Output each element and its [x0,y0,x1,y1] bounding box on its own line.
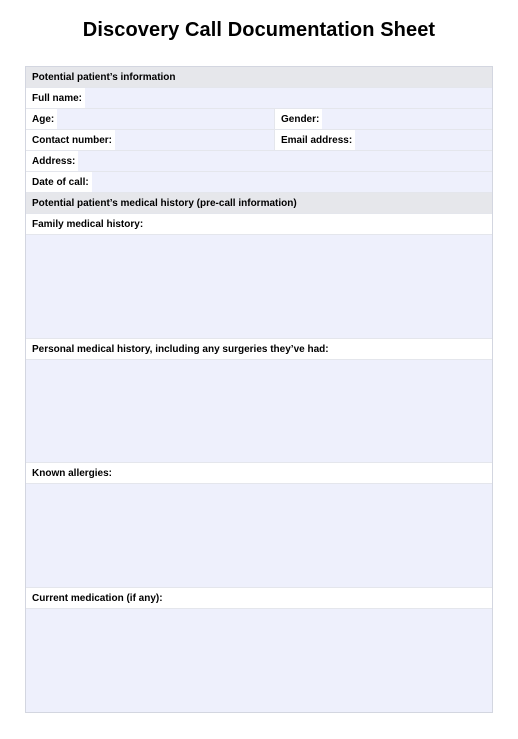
section-header-patient-info: Potential patient’s information [26,67,492,88]
date-of-call-field[interactable] [92,172,492,192]
date-of-call-row [26,172,492,193]
personal-history-label: Personal medical history, including any surgeries they’ve had: [26,339,492,360]
address-row [26,151,492,172]
known-allergies-field[interactable] [26,484,492,588]
document-title: Discovery Call Documentation Sheet [82,19,436,41]
email-address-field[interactable] [355,130,492,150]
full-name-field[interactable] [85,88,492,108]
age-field[interactable] [57,109,274,129]
contact-email-row [26,130,492,151]
family-history-field[interactable] [26,235,492,339]
gender-label: Gender: [275,109,322,129]
full-name-label: Full name: [26,88,85,108]
full-name-row [26,88,492,109]
age-label: Age: [26,109,57,129]
contact-number-field[interactable] [115,130,274,150]
documentation-form [25,66,493,713]
gender-field[interactable] [322,109,492,129]
family-history-label: Family medical history: [26,214,492,235]
email-address-label: Email address: [275,130,355,150]
personal-history-field[interactable] [26,360,492,463]
current-medication-label: Current medication (if any): [26,588,492,609]
date-of-call-label: Date of call: [26,172,92,192]
section-header-medical-history: Potential patient’s medical history (pre-call information) [26,193,492,214]
contact-number-label: Contact number: [26,130,115,150]
address-field[interactable] [78,151,492,171]
address-label: Address: [26,151,78,171]
age-gender-row [26,109,492,130]
current-medication-field[interactable] [26,609,492,712]
known-allergies-label: Known allergies: [26,463,492,484]
